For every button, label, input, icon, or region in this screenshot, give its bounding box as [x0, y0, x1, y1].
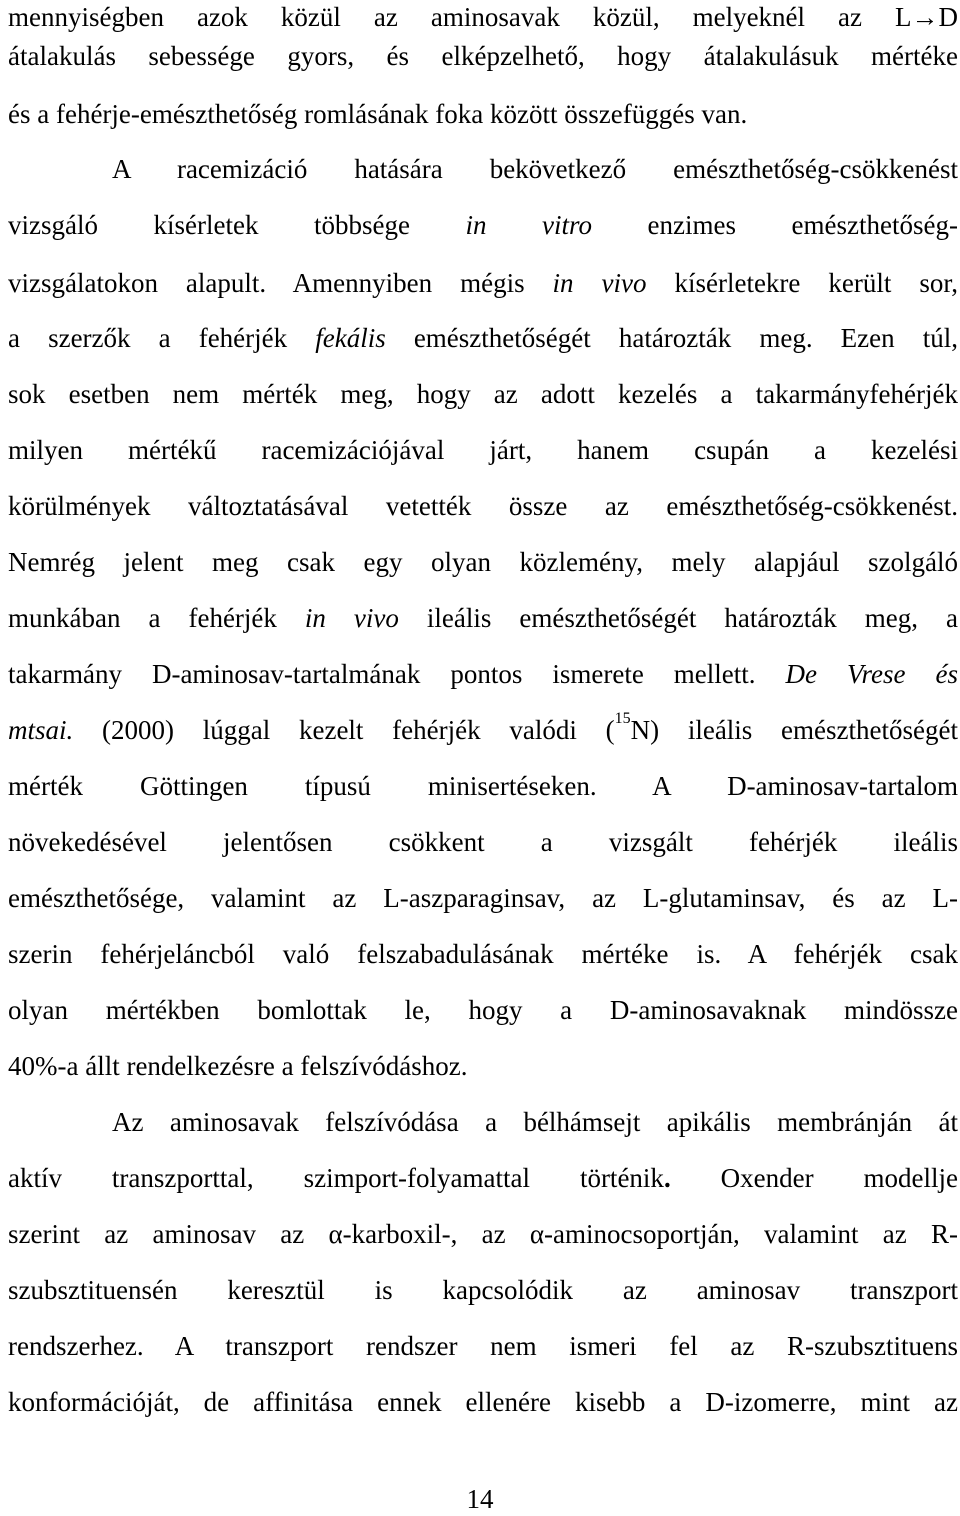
text-line-22: aktív transzporttal, szimport-folyamattal történik. Oxender modellje	[8, 1163, 959, 1193]
text-line-21: Az aminosavak felszívódása a bélhámsejt apikális membránján át	[112, 1107, 958, 1137]
text-line-5: vizsgáló kísérletek többsége in vitro enzimes emészthetőség-	[8, 210, 958, 240]
italic-term: fekális	[315, 323, 386, 353]
text-line-10: körülmények változtatásával vetették össze az emészthetőség-csökkenést.	[8, 491, 958, 521]
text-line-8: sok esetben nem mérték meg, hogy az adott kezelés a takarmányfehérjék	[8, 379, 958, 409]
text-line-16: növekedésével jelentősen csökkent a vizsgált fehérjék ileális	[8, 827, 958, 857]
italic-term: in vivo	[552, 268, 647, 298]
text-line-25: rendszerhez. A transzport rendszer nem ismeri fel az R-szubsztituens	[8, 1331, 958, 1361]
text-line-12: munkában a fehérjék in vivo ileális emészthetőségét határozták meg, a	[8, 603, 958, 633]
text-line-9: milyen mértékű racemizációjával járt, hanem csupán a kezelési	[8, 435, 958, 465]
text-line-18: szerin fehérjeláncból való felszabadulásának mértéke is. A fehérjék csak	[8, 939, 958, 969]
isotope-superscript: 15	[614, 710, 631, 727]
citation-authors: De Vrese és	[785, 659, 958, 689]
text-line-24: szubsztituensén keresztül is kapcsolódik az aminosav transzport	[8, 1275, 958, 1305]
text-line-14: mtsai. (2000) lúggal kezelt fehérjék valódi ($^{15}$N) ileális emészthetőségét	[8, 710, 958, 745]
text-line-20: 40%-a állt rendelkezésre a felszívódáshoz.	[8, 1051, 468, 1081]
text-line-13: takarmány D-aminosav-tartalmának pontos ismerete mellett. De Vrese és	[8, 659, 958, 689]
italic-term: in vivo	[304, 603, 399, 633]
italic-term: in vitro	[465, 210, 593, 240]
text-line-4: A racemizáció hatására bekövetkező emészthetőség-csökkenést	[112, 154, 958, 184]
text-line-17: emészthetősége, valamint az L-aszparaginsav, az L-glutaminsav, és az L-	[8, 883, 958, 913]
text-line-19: olyan mértékben bomlottak le, hogy a D-aminosavaknak mindössze	[8, 995, 958, 1025]
text-line-26: konformációját, de affinitása ennek ellenére kisebb a D-izomerre, mint az	[8, 1387, 958, 1417]
text-line-1: mennyiségben azok közül az aminosavak közül, melyeknél az L→D	[8, 2, 958, 32]
text-line-23: szerint az aminosav az α-karboxil-, az α-aminocsoportján, valamint az R-	[8, 1219, 958, 1249]
citation-authors: mtsai.	[8, 715, 74, 745]
bold-period: .	[663, 1163, 671, 1193]
text-line-2: átalakulás sebessége gyors, és elképzelhető, hogy átalakulásuk mértéke	[8, 41, 958, 71]
text-line-3: és a fehérje-emészthetőség romlásának foka között összefüggés van.	[8, 99, 748, 129]
text-line-6: vizsgálatokon alapult. Amennyiben mégis in vivo kísérletekre került sor,	[8, 268, 958, 298]
text-line-11: Nemrég jelent meg csak egy olyan közlemény, mely alapjául szolgáló	[8, 547, 958, 577]
page-number: 14	[466, 1484, 494, 1514]
text-line-7: a szerzők a fehérjék fekális emészthetőségét határozták meg. Ezen túl,	[8, 323, 958, 353]
text-line-15: mérték Göttingen típusú minisertéseken. A D-aminosav-tartalom	[8, 771, 958, 801]
